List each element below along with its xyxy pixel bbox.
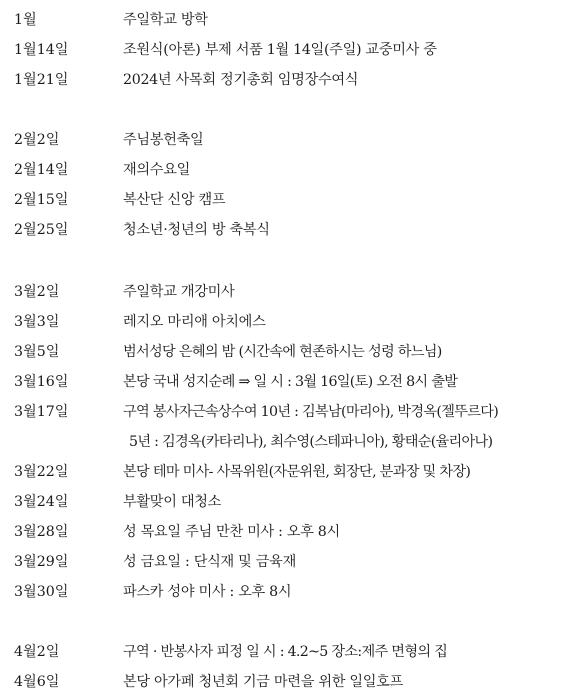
schedule-event: 주일학교 방학	[123, 12, 208, 28]
schedule-row	[0, 400, 585, 424]
schedule-row	[0, 310, 585, 334]
schedule-date: 3월17일	[14, 404, 69, 420]
schedule-event: 범서성당 은혜의 밤 (시간속에 현존하시는 성령 하느님)	[123, 344, 442, 360]
schedule-row	[0, 550, 585, 574]
schedule-event: 본당 국내 성지순례 ⇒ 일 시 : 3월 16일(토) 오전 8시 출발	[123, 374, 458, 390]
schedule-event: 청소년·청년의 방 축복식	[123, 222, 270, 238]
schedule-row	[0, 280, 585, 304]
schedule-event: 조원식(아론) 부제 서품 1월 14일(주일) 교중미사 중	[123, 42, 437, 58]
schedule-date: 3월22일	[14, 464, 69, 480]
schedule-event: 주님봉헌축일	[123, 132, 204, 148]
schedule-date: 3월3일	[14, 314, 60, 330]
schedule-event: 파스카 성야 미사 : 오후 8시	[123, 584, 292, 600]
schedule-event: 본당 테마 미사- 사목위원(자문위원, 회장단, 분과장 및 차장)	[123, 464, 471, 480]
schedule-event: 본당 아가페 청년회 기금 마련을 위한 일일호프	[123, 674, 403, 690]
schedule-date: 3월24일	[14, 494, 69, 510]
schedule-event: 레지오 마리애 아치에스	[123, 314, 266, 330]
schedule-row	[0, 490, 585, 514]
schedule-row	[0, 670, 585, 694]
schedule-row	[0, 68, 585, 92]
schedule-row	[0, 520, 585, 544]
schedule-date: 3월28일	[14, 524, 69, 540]
schedule-row	[0, 38, 585, 62]
schedule-event: 주일학교 개강미사	[123, 284, 235, 300]
schedule-event: 2024년 사목회 정기총회 임명장수여식	[123, 72, 359, 88]
schedule-date: 4월6일	[14, 674, 60, 690]
schedule-date: 1월21일	[14, 72, 69, 88]
schedule-date: 3월5일	[14, 344, 60, 360]
schedule-event: 5년 : 김경옥(카타리나), 최수영(스테파니아), 황태순(율리아나)	[129, 434, 493, 450]
schedule-date: 1월14일	[14, 42, 69, 58]
schedule-row	[0, 218, 585, 242]
schedule-row	[0, 8, 585, 32]
schedule-row	[0, 158, 585, 182]
schedule-row	[0, 370, 585, 394]
schedule-row	[0, 188, 585, 212]
schedule-event: 재의수요일	[123, 162, 191, 178]
schedule-date: 2월25일	[14, 222, 69, 238]
schedule-event: 구역 · 반봉사자 피정 일 시 : 4.2~5 장소:제주 면형의 집	[123, 644, 448, 660]
schedule-event: 성 금요일 : 단식재 및 금육재	[123, 554, 296, 570]
schedule-date: 4월2일	[14, 644, 60, 660]
schedule-event: 성 목요일 주님 만찬 미사 : 오후 8시	[123, 524, 340, 540]
schedule-date: 2월2일	[14, 132, 60, 148]
schedule-row	[0, 460, 585, 484]
schedule-date: 3월2일	[14, 284, 60, 300]
schedule-date: 3월30일	[14, 584, 69, 600]
schedule-date: 2월15일	[14, 192, 69, 208]
schedule-event: 구역 봉사자근속상수여 10년 : 김복남(마리아), 박경옥(젤뚜르다)	[123, 404, 499, 420]
schedule-date: 1월	[14, 12, 37, 28]
schedule-row-continuation	[0, 430, 585, 454]
schedule-row	[0, 580, 585, 604]
schedule-row	[0, 340, 585, 364]
schedule-event: 부활맞이 대청소	[123, 494, 222, 510]
schedule-row	[0, 128, 585, 152]
schedule-row	[0, 640, 585, 664]
schedule-date: 2월14일	[14, 162, 69, 178]
schedule-event: 복산단 신앙 캠프	[123, 192, 226, 208]
schedule-date: 3월16일	[14, 374, 69, 390]
schedule-date: 3월29일	[14, 554, 69, 570]
